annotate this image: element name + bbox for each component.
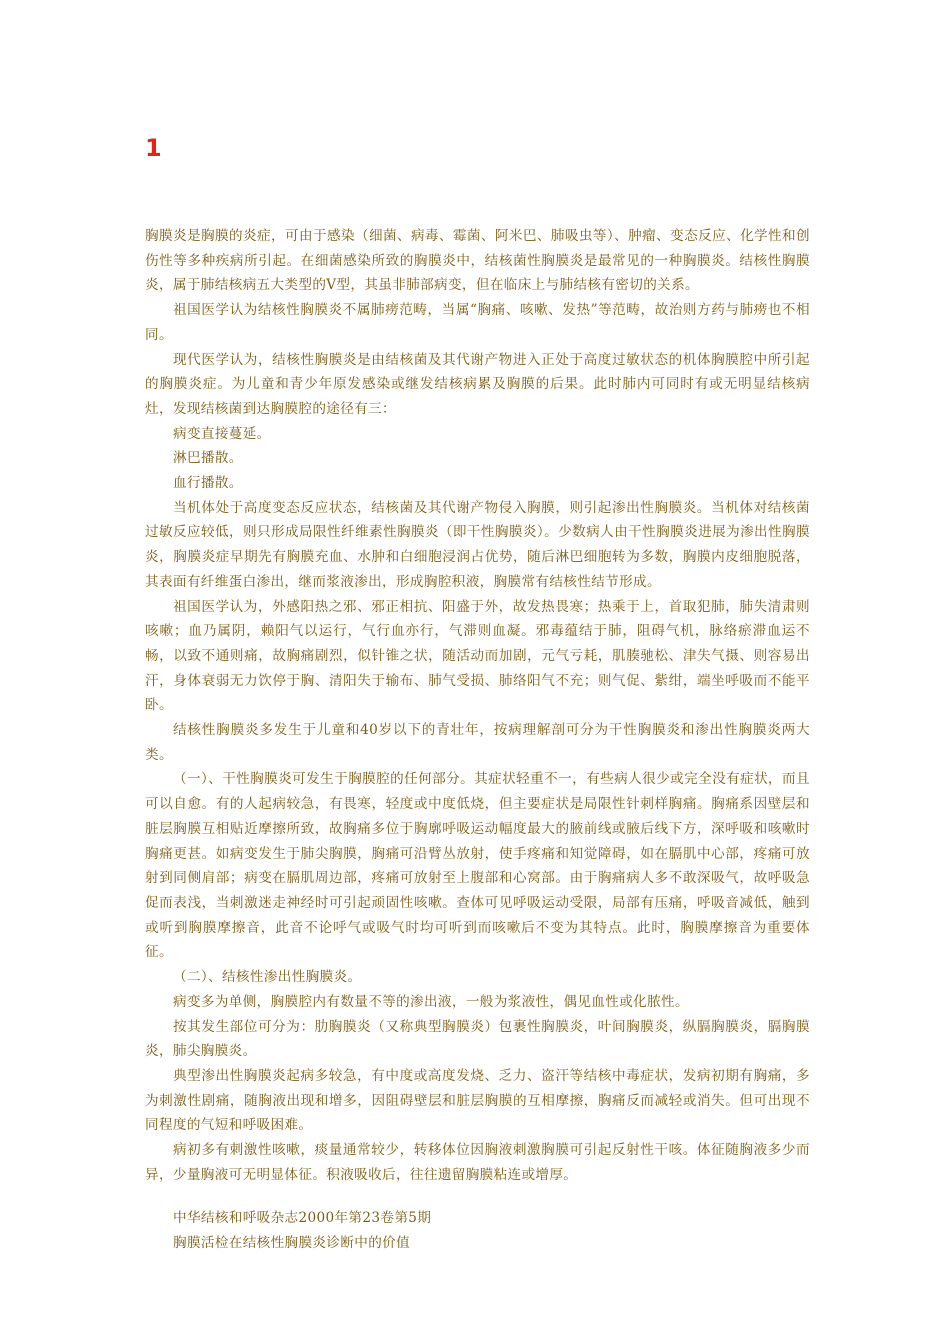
list-item: 病变直接蔓延。 (173, 425, 271, 442)
reference-journal: 中华结核和呼吸杂志2000年第23卷第5期 (173, 1210, 432, 1227)
paragraph: 现代医学认为，结核性胸膜炎是由结核菌及其代谢产物进入正处于高度过敏状态的机体胸膜腔中所引起的胸膜炎症。为儿童和青少年原发感染或继发结核病累及胸膜的后果。此时肺内可同时有或无明显结核病灶，发现结核菌到达胸膜腔的途径有三： (145, 351, 810, 417)
list-item: 血行播散。 (173, 475, 243, 492)
paragraph: 祖国医学认为结核性胸膜炎不属肺痨范畴，当属“胸痛、咳嗽、发热”等范畴，故治则方药与肺痨也不相同。 (145, 302, 810, 343)
paragraph: 按其发生部位可分为：肋胸膜炎（又称典型胸膜炎）包裹性胸膜炎，叶间胸膜炎，纵膈胸膜炎，膈胸膜炎，肺尖胸膜炎。 (145, 1018, 810, 1060)
section-heading: （二）、结核性渗出性胸膜炎。 (173, 969, 362, 986)
paragraph: 典型渗出性胸膜炎起病多较急，有中度或高度发烧、乏力、盗汗等结核中毒症状，发病初期有胸痛，多为刺激性剧痛，随胸液出现和增多，因阻碍壁层和脏层胸膜的互相摩擦，胸痛反而减轻或消失。但可出现不同程度的气短和呼吸困难。 (145, 1067, 810, 1134)
paragraph: 当机体处于高度变态反应状态，结核菌及其代谢产物侵入胸膜，则引起渗出性胸膜炎。当机体对结核菌过敏反应较低，则只形成局限性纤维素性胸膜炎（即干性胸膜炎）。少数病人由干性胸膜炎进展为渗出性胸膜炎，胸膜炎症早期先有胸膜充血、水肿和白细胞浸润占优势，随后淋巴细胞转为多数，胸膜内皮细胞脱落，其表面有纤维蛋白渗出，继而浆液渗出，形成胸腔积液，胸膜常有结核性结节形成。 (145, 499, 810, 590)
paragraph: 胸膜炎是胸膜的炎症，可由于感染（细菌、病毒、霉菌、阿米巴、肺吸虫等）、肿瘤、变态反应、化学性和创伤性等多种疾病所引起。在细菌感染所致的胸膜炎中，结核菌性胸膜炎是最常见的一种胸膜炎。结核性胸膜炎，属于肺结核病五大类型的Ⅴ型，其虽非肺部病变，但在临床上与肺结核有密切的关系。 (145, 228, 810, 294)
paragraph: 病变多为单侧，胸膜腔内有数量不等的渗出液，一般为浆液性，偶见血性或化脓性。 (173, 993, 689, 1010)
paragraph: （一）、干性胸膜炎可发生于胸膜腔的任何部分。其症状轻重不一，有些病人很少或完全没有症状，而且可以自愈。有的人起病较急，有畏寒，轻度或中度低烧，但主要症状是局限性针刺样胸痛。胸痛系因壁层和脏层胸膜互相贴近摩擦所致，故胸痛多位于胸廓呼吸运动幅度最大的腋前线或腋后线下方，深呼吸和咳嗽时胸痛更甚。如病变发生于肺尖胸膜，胸痛可沿臂丛放射，使手疼痛和知觉障碍，如在膈肌中心部，疼痛可放射到同侧肩部；病变在膈肌周边部，疼痛可放射至上腹部和心窝部。由于胸痛病人多不敢深吸气，故呼吸急促而表浅，当刺激迷走神经时可引起顽固性咳嗽。查体可见呼吸运动受限，局部有压痛，呼吸音减低，触到或听到胸膜摩擦音，此音不论呼气或吸气时均可听到而咳嗽后不变为其特点。此时，胸膜摩擦音为重要体征。 (145, 771, 810, 961)
document-body (145, 224, 810, 1256)
paragraph: 祖国医学认为，外感阳热之邪、邪正相抗、阳盛于外，故发热畏寒；热乘于上，首取犯肺，肺失清肃则咳嗽；血乃属阴，赖阳气以运行，气行血亦行，气滞则血凝。邪毒蕴结于肺，阻碍气机，脉络瘀滞血运不畅，以致不通则痛，故胸痛剧烈，似针锥之状，随活动而加剧，元气亏耗，肌腠驰松、津失气摄、则容易出汗，身体衰弱无力饮停于胸、清阳失于输布、肺气受损、肺络阳气不充；则气促、紫绀，端坐呼吸而不能平卧。 (145, 598, 810, 714)
reference-title: 胸膜活检在结核性胸膜炎诊断中的价值 (173, 1235, 411, 1252)
page-number: 1 (145, 134, 162, 162)
spacer (145, 1187, 810, 1206)
list-item: 淋巴播散。 (173, 450, 243, 467)
paragraph: 病初多有刺激性咳嗽，痰量通常较少，转移体位因胸液刺激胸膜可引起反射性干咳。体征随胸液多少而异，少量胸液可无明显体征。积液吸收后，往往遗留胸膜粘连或增厚。 (145, 1142, 810, 1183)
paragraph: 结核性胸膜炎多发生于儿童和40岁以下的青壮年，按病理解剖可分为干性胸膜炎和渗出性胸膜炎两大类。 (145, 722, 810, 763)
